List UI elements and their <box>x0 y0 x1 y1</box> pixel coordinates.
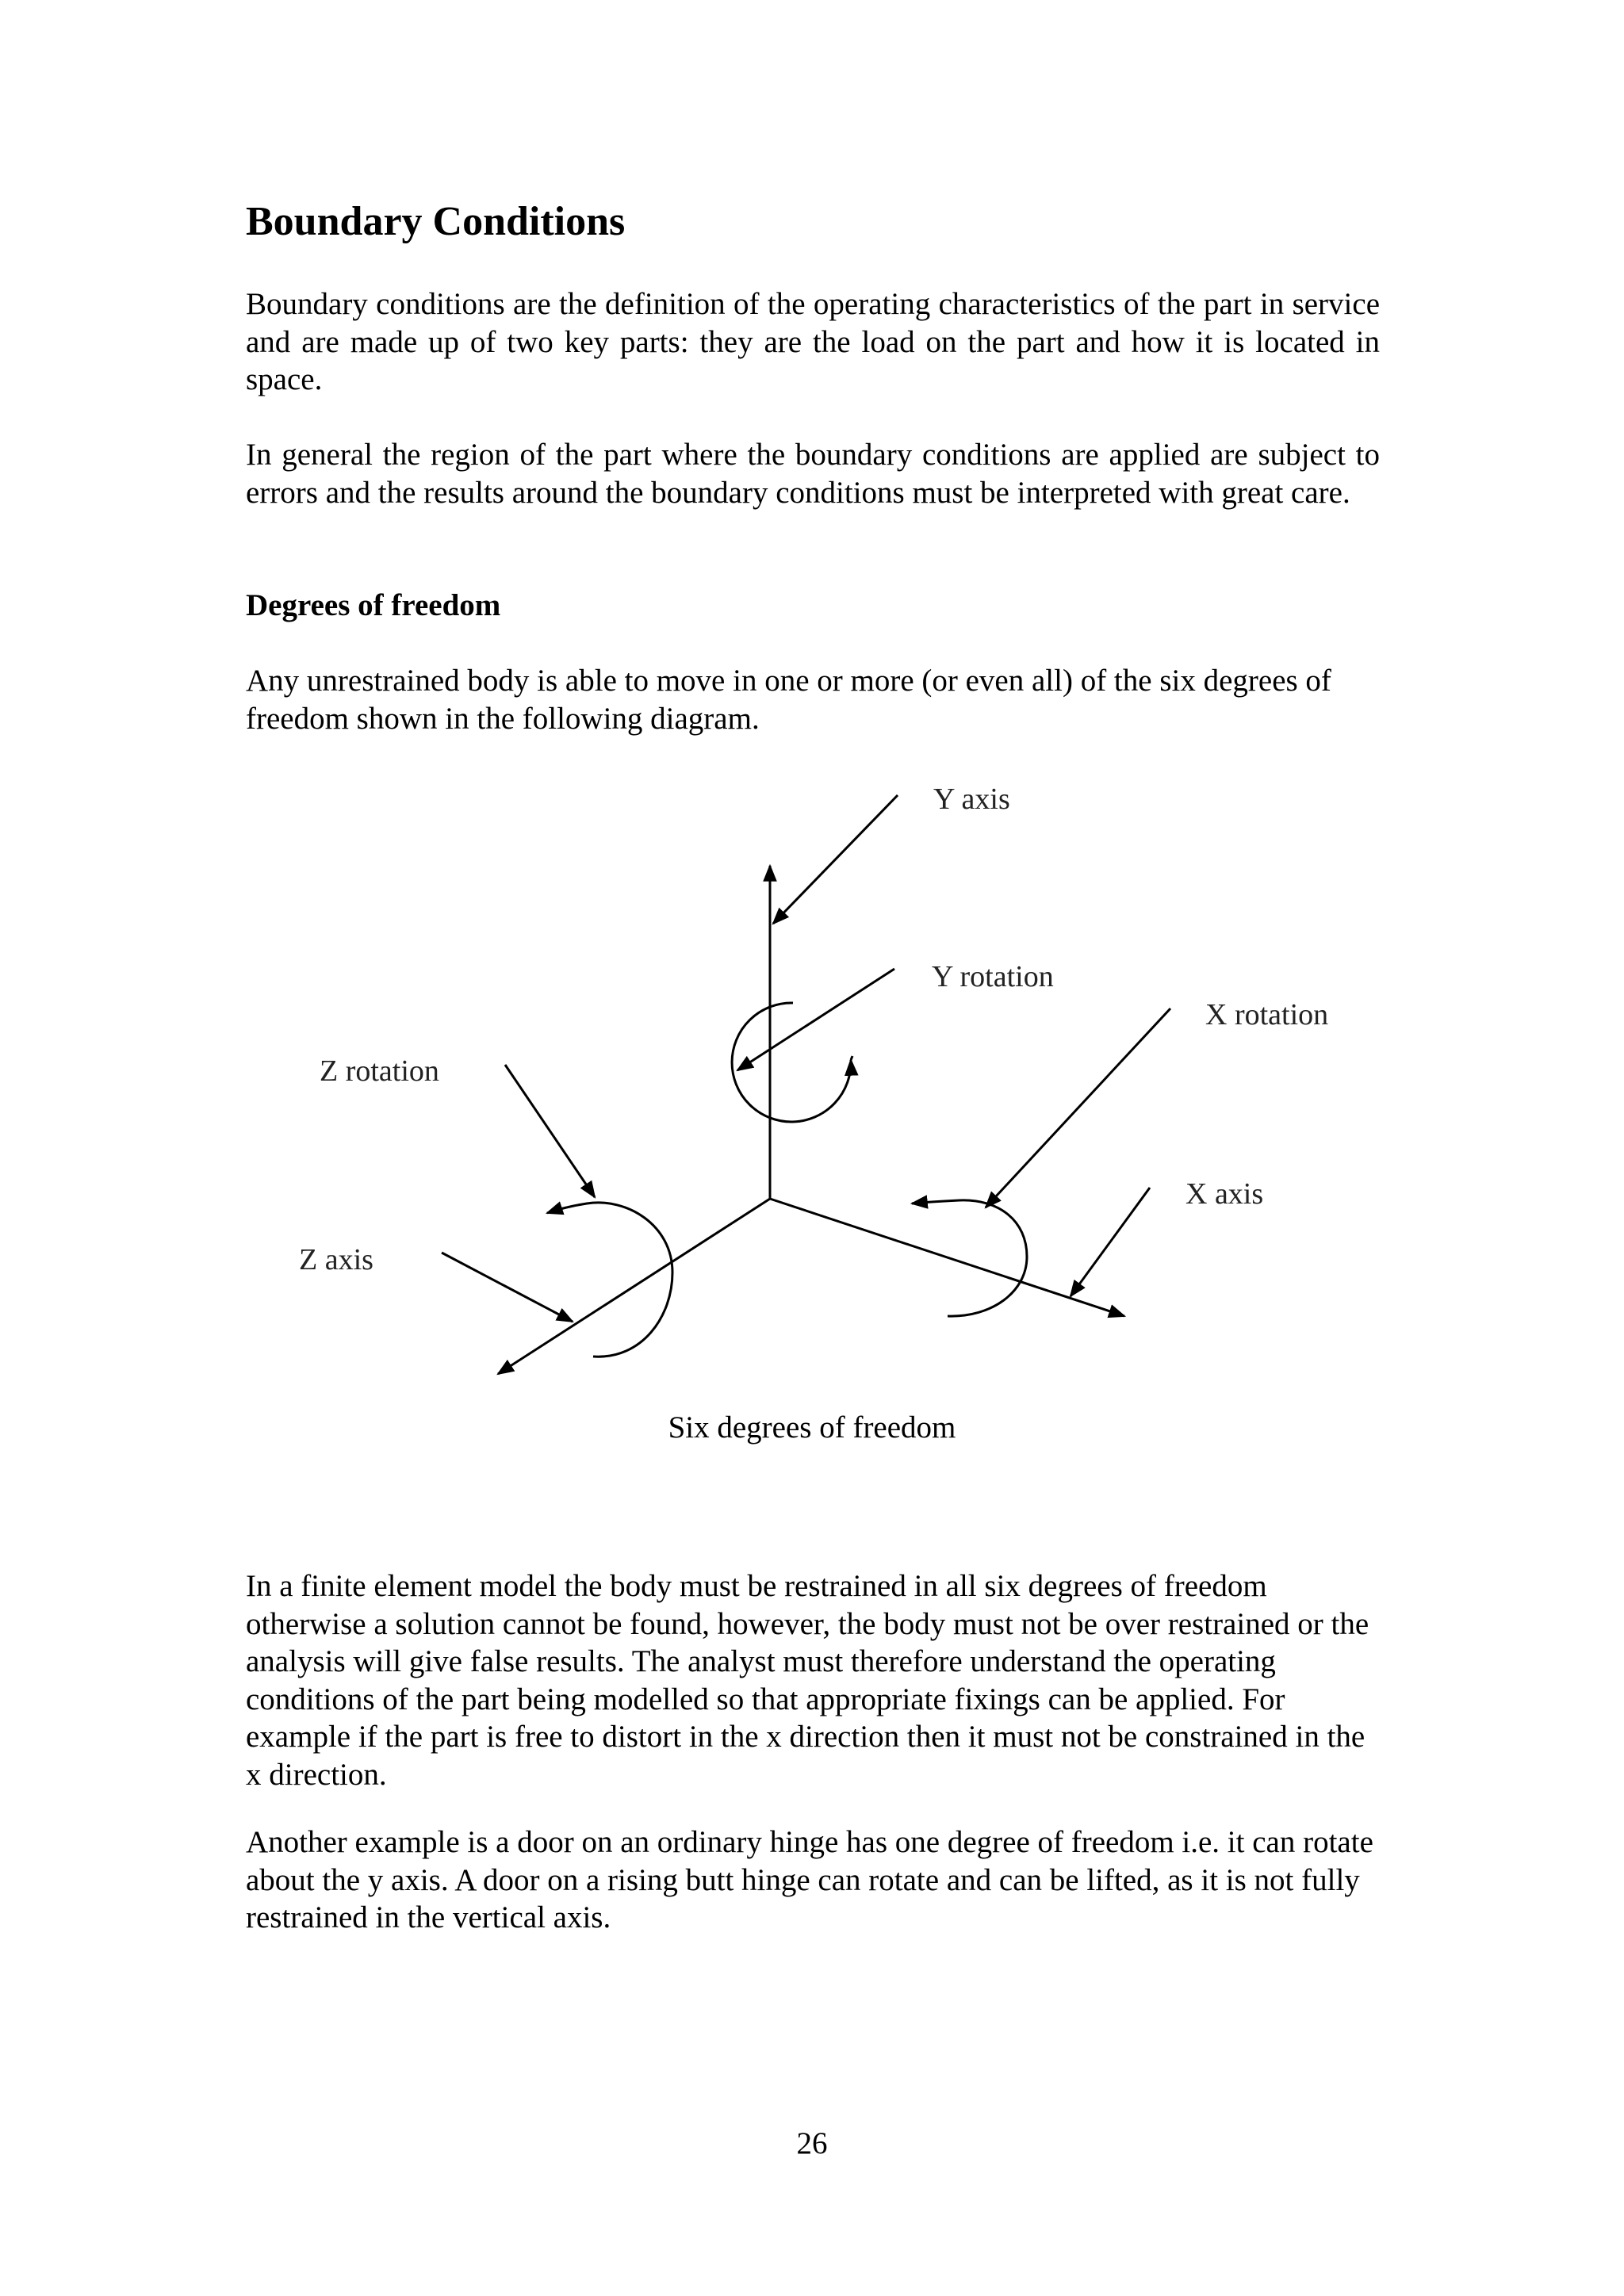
x-rotation-arc <box>912 1200 1027 1316</box>
six-degrees-of-freedom-diagram <box>270 769 1380 1387</box>
x-axis-pointer <box>1071 1188 1150 1296</box>
label-z-rotation: Z rotation <box>320 1054 439 1088</box>
label-x-rotation: X rotation <box>1205 998 1329 1031</box>
subheading-degrees-of-freedom: Degrees of freedom <box>246 588 501 622</box>
z-rotation-arc <box>547 1203 672 1357</box>
x-rotation-pointer <box>986 1008 1170 1207</box>
paragraph-intro: Boundary conditions are the definition of the operating characteristics of the part in service and are made up of two key parts: they are the load on the part and how it is located in space. <box>246 287 1380 396</box>
z-rotation-pointer <box>505 1065 595 1197</box>
paragraph-door-example: Another example is a door on an ordinary hinge has one degree of freedom i.e. it can rotate about the y axis. A door on a rising butt hinge can rotate and can be lifted, as it is not fully restrained in the vertical axis. <box>246 1825 1373 1934</box>
paragraph-general: In general the region of the part where the boundary conditions are applied are subject to errors and the results around the boundary conditions must be interpreted with great care. <box>246 438 1380 510</box>
paragraph-finite-element: In a finite element model the body must be restrained in all six degrees of freedom otherwise a solution cannot be found, however, the body must not be over restrained or the analysis will give false results. The analyst must therefore understand the operating conditions of the part being modelled so that appropriate fixings can be applied. For example if the part is free to distort in the x direction then it must not be constrained in the x direction. <box>246 1569 1369 1792</box>
x-axis-line <box>770 1199 1124 1316</box>
y-rotation-pointer <box>737 969 894 1070</box>
z-axis-pointer <box>442 1253 573 1322</box>
y-rotation-arc-end <box>851 1056 852 1060</box>
label-z-axis: Z axis <box>299 1243 373 1276</box>
page-title: Boundary Conditions <box>246 199 626 244</box>
y-axis-pointer <box>773 795 898 924</box>
label-x-axis: X axis <box>1185 1177 1264 1211</box>
diagram-caption: Six degrees of freedom <box>668 1410 956 1445</box>
page-number: 26 <box>796 2126 828 2160</box>
paragraph-unrestrained: Any unrestrained body is able to move in one or more (or even all) of the six degrees of freedom shown in the following diagram. <box>246 664 1331 736</box>
label-y-axis: Y axis <box>933 783 1010 816</box>
label-y-rotation: Y rotation <box>932 960 1054 993</box>
